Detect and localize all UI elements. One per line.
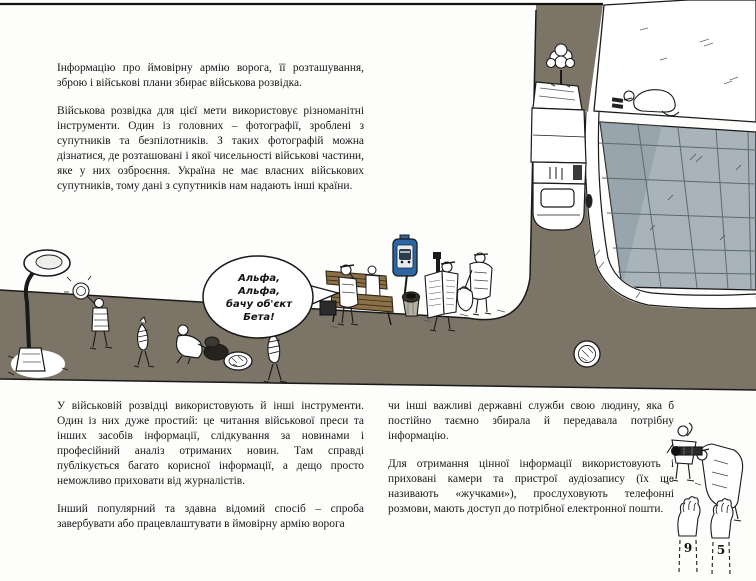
raised-hands-scorecards <box>678 497 733 574</box>
bag <box>457 288 472 311</box>
score-number-left: 9 <box>683 541 693 555</box>
briefcase <box>320 301 336 315</box>
paragraph: чи інші важливі державні служби свою людину, яка б постійно таємно збирала й передавала потрібну інформацію. <box>388 400 674 442</box>
score-number-right: 5 <box>716 543 726 557</box>
left-hand <box>678 497 700 572</box>
paragraph: Для отримання цінної інформації використовують і приховані камери та пристрої аудіозапису (їх ще називають «жучками»), прослуховують телефонні розмови, мають доступ до потрібної електронної пошти. <box>388 458 674 515</box>
intro-text-block <box>57 61 364 207</box>
right-hand <box>711 499 733 574</box>
paragraph: Військова розвідка для цієї мети використовує різноманітні інструменти. Один із головних – фотографії, зроблені з супутників та безпілотників. З таких фотографій можна дізнатися, де розташовані і якої чисельності військові частини, яке у них озброєння. Україна не має власних військових супутників, тому дані з супутників нам надають інші країни. <box>57 105 364 192</box>
bubble-line: Альфа, <box>238 286 280 297</box>
speech-bubble-text <box>204 272 314 324</box>
paragraph: Інший популярний та здавна відомий спосіб – спроба завербувати або працевлаштувати в ймовірну армію ворога <box>57 503 364 530</box>
pedestrian-with-bag <box>457 253 492 315</box>
office-building <box>585 0 756 309</box>
right-column-text-block <box>388 399 674 530</box>
manhole-cover <box>224 352 252 370</box>
bus-icon <box>399 249 411 260</box>
periscope-head <box>433 252 441 259</box>
bubble-line: бачу об'єкт <box>225 299 293 310</box>
paragraph: У військовій розвідці використовують й інші інструменти. Один із них дуже простий: це читання військової преси та інших засобів інформації, слідкування за новинами і професійний аналіз отриманих новин. Там справді публікується багато корисної інформації, а дещо просто неможливо приховати від журналістів. <box>57 400 364 487</box>
bubble-line: Альфа, <box>238 273 280 284</box>
bus-stop <box>393 235 417 301</box>
newspaper-left-page <box>425 271 444 318</box>
paragraph: Інформацію про ймовірну армію ворога, її розташування, зброю і військові плани збирає військова розвідка. <box>57 62 364 89</box>
listening-device <box>205 337 219 347</box>
left-column-text-block <box>57 399 364 545</box>
bubble-line: Бета! <box>243 312 275 323</box>
manhole-cover-2 <box>574 341 600 367</box>
trash-bin <box>403 292 420 316</box>
